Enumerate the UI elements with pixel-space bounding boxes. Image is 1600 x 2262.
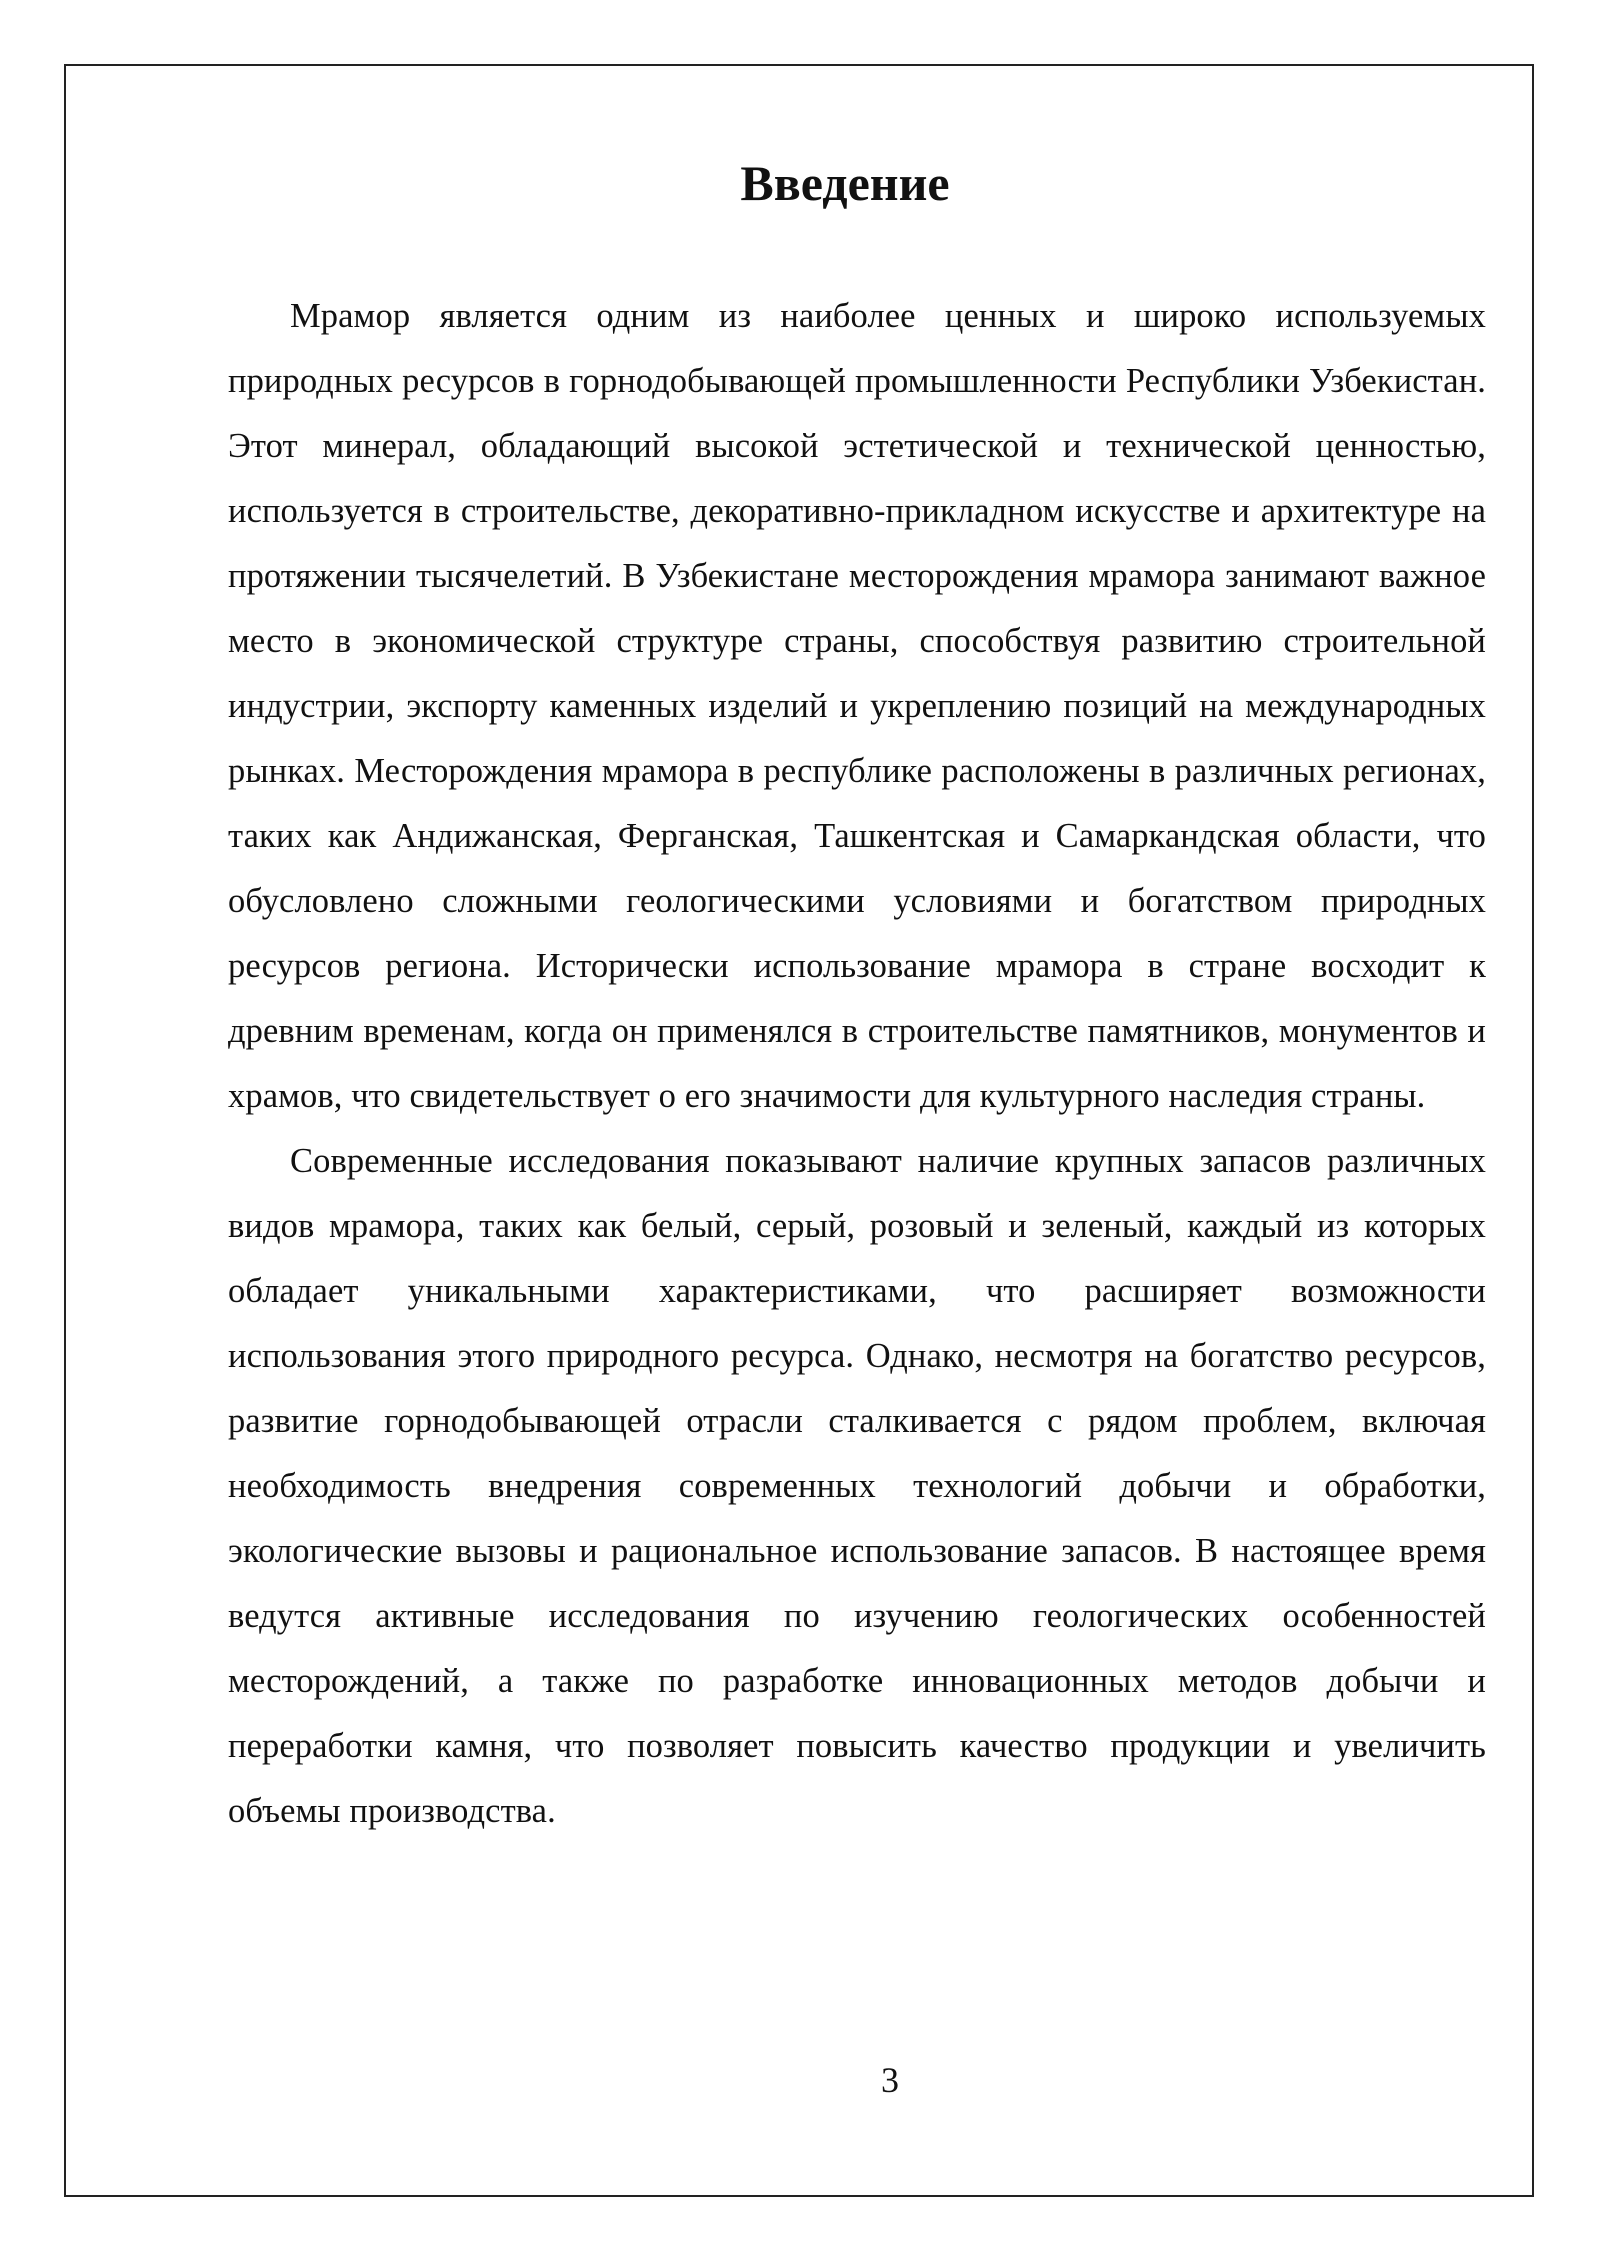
paragraph-2: Современные исследования показывают наличие крупных запасов различных видов мрамора, таких как белый, серый, розовый и зеленый, каждый из которых обладает уникальными характеристиками, что расширяет возможности использования этого природного ресурса. Однако, несмотря на богатство ресурсов, развитие горнодобывающей отрасли сталкивается с рядом проблем, включая необходимость внедрения современных технологий добычи и обработки, экологические вызовы и рациональное использование запасов. В настоящее время ведутся активные исследования по изучению геологических особенностей месторождений, а также по разработке инновационных методов добычи и переработки камня, что позволяет повысить качество продукции и увеличить объемы производства. [228, 1142, 1486, 1830]
body-text [228, 284, 1486, 1844]
paragraph-1: Мрамор является одним из наиболее ценных и широко используемых природных ресурсов в горнодобывающей промышленности Республики Узбекистан. Этот минерал, обладающий высокой эстетической и технической ценностью, используется в строительстве, декоративно-прикладном искусстве и архитектуре на протяжении тысячелетий. В Узбекистане месторождения мрамора занимают важное место в экономической структуре страны, способствуя развитию строительной индустрии, экспорту каменных изделий и укреплению позиций на международных рынках. Месторождения мрамора в республике расположены в различных регионах, таких как Андижанская, Ферганская, Ташкентская и Самаркандская области, что обусловлено сложными геологическими условиями и богатством природных ресурсов региона. Исторически использование мрамора в стране восходит к древним временам, когда он применялся в строительстве памятников, монументов и храмов, что свидетельствует о его значимости для культурного наследия страны. [228, 297, 1486, 1115]
page-number: 3 [881, 2060, 899, 2100]
section-title: Введение [740, 155, 950, 211]
